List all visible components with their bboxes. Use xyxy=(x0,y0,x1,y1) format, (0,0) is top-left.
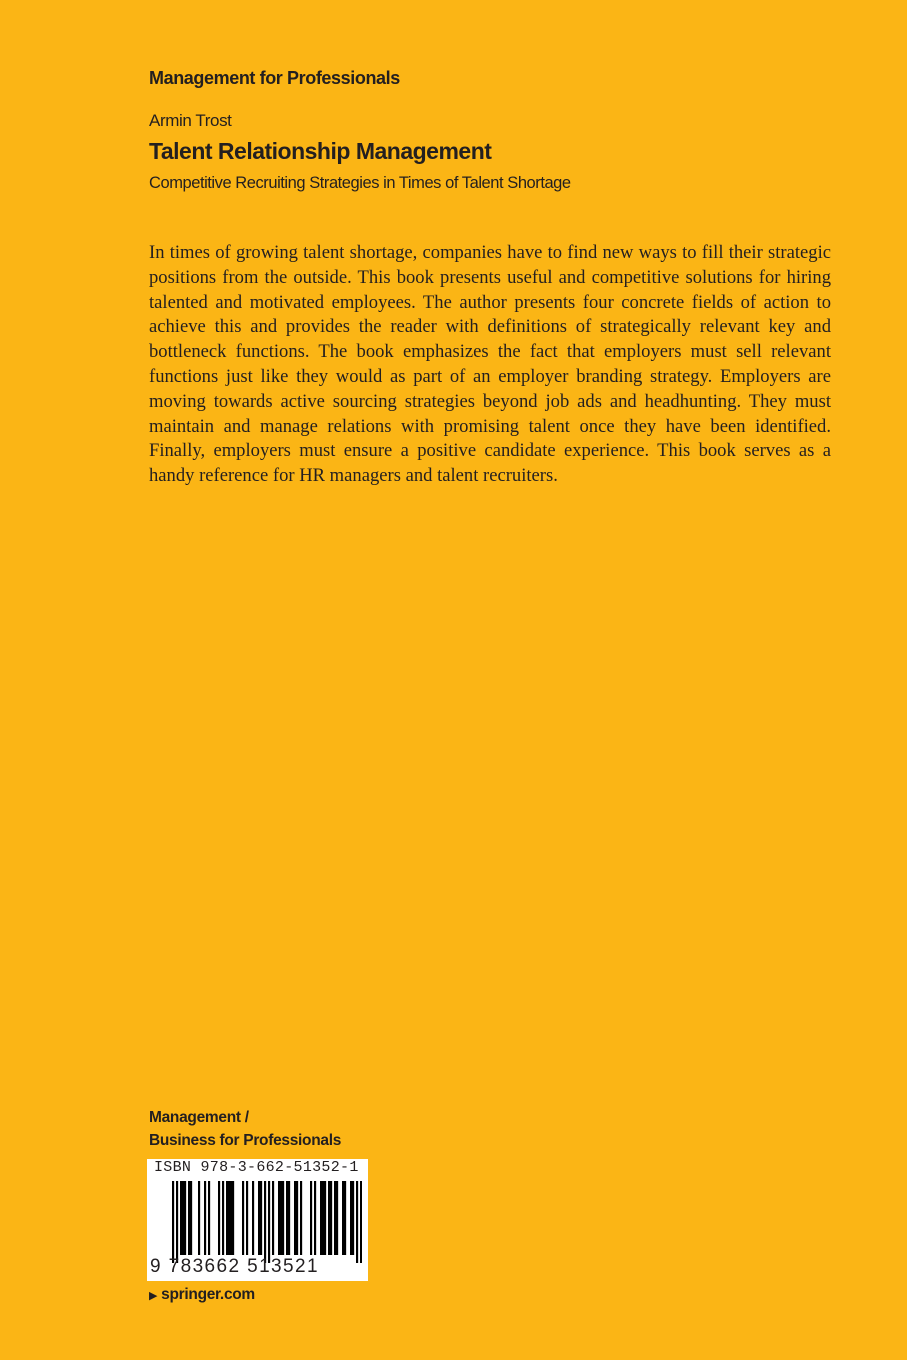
barcode-bar xyxy=(176,1181,178,1263)
barcode-bar xyxy=(356,1181,358,1263)
publisher-url: springer.com xyxy=(161,1286,255,1303)
barcode-bar xyxy=(322,1181,324,1255)
barcode-bar xyxy=(188,1181,190,1255)
barcode-bar xyxy=(172,1181,174,1263)
barcode-bar xyxy=(300,1181,302,1255)
barcode-bar xyxy=(288,1181,290,1255)
barcode-bar xyxy=(208,1181,210,1255)
barcode-bar xyxy=(246,1181,248,1255)
barcode-bar xyxy=(204,1181,206,1255)
barcode-bar xyxy=(350,1181,352,1255)
barcode-bar xyxy=(226,1181,228,1255)
barcode-bar xyxy=(222,1181,224,1255)
barcode-bar xyxy=(268,1181,270,1263)
barcode-bar xyxy=(260,1181,262,1255)
barcode-bar xyxy=(328,1181,330,1255)
barcode-bar xyxy=(320,1181,322,1255)
barcode-bar xyxy=(314,1181,316,1255)
barcode-bars xyxy=(172,1181,362,1263)
barcode-bar xyxy=(190,1181,192,1255)
barcode-bar xyxy=(360,1181,362,1263)
publisher-link[interactable] xyxy=(149,1286,255,1304)
author-name: Armin Trost xyxy=(149,111,232,130)
barcode-bar xyxy=(252,1181,254,1255)
category-line-2: Business for Professionals xyxy=(149,1132,342,1149)
barcode-bar xyxy=(324,1181,326,1255)
book-description: In times of growing talent shortage, companies have to find new ways to fill their strategic positions from the outside. This book presents useful and competitive solutions for hiring talented and motivated employees. The author presents four concrete fields of action to achieve this and provides the reader with definitions of strategically relevant key and bottleneck functions. The book emphasizes the fact that employers must sell relevant functions just like they would as part of an employer branding strategy. Employers are moving towards active sourcing strategies beyond job ads and headhunting. They must maintain and manage relations with promising talent once they have been identified. Finally, employers must ensure a positive candidate experience. This book serves as a handy reference for HR managers and talent recruiters. xyxy=(149,242,831,487)
barcode-bar xyxy=(272,1181,274,1255)
barcode-bar xyxy=(278,1181,280,1255)
triangle-right-icon: ▶ xyxy=(149,1289,158,1302)
barcode-bar xyxy=(310,1181,312,1255)
barcode-bar xyxy=(218,1181,220,1255)
isbn-label: ISBN 978-3-662-51352-1 xyxy=(154,1159,359,1176)
barcode-bar xyxy=(294,1181,296,1255)
barcode-bar xyxy=(282,1181,284,1255)
barcode-bar xyxy=(184,1181,186,1255)
barcode-bar xyxy=(182,1181,184,1255)
series-name: Management for Professionals xyxy=(149,68,400,88)
barcode-bar xyxy=(296,1181,298,1255)
barcode-bar xyxy=(280,1181,282,1255)
barcode-bar xyxy=(352,1181,354,1255)
subject-category xyxy=(149,1106,341,1152)
barcode-bar xyxy=(344,1181,346,1255)
book-title: Talent Relationship Management xyxy=(149,138,492,164)
barcode-bar xyxy=(228,1181,230,1255)
barcode-bar xyxy=(198,1181,200,1255)
barcode-bar xyxy=(336,1181,338,1255)
barcode-bar xyxy=(330,1181,332,1255)
ean-digits: 9 783662 513521 xyxy=(150,1256,319,1277)
isbn-barcode xyxy=(147,1159,368,1281)
category-line-1: Management / xyxy=(149,1109,249,1126)
book-subtitle: Competitive Recruiting Strategies in Times of Talent Shortage xyxy=(149,174,571,192)
barcode-bar xyxy=(286,1181,288,1255)
barcode-bar xyxy=(230,1181,232,1255)
barcode-bar xyxy=(242,1181,244,1255)
barcode-bar xyxy=(180,1181,182,1255)
barcode-bar xyxy=(258,1181,260,1255)
barcode-bar xyxy=(334,1181,336,1255)
barcode-bar xyxy=(232,1181,234,1255)
barcode-bar xyxy=(264,1181,266,1263)
barcode-bar xyxy=(342,1181,344,1255)
